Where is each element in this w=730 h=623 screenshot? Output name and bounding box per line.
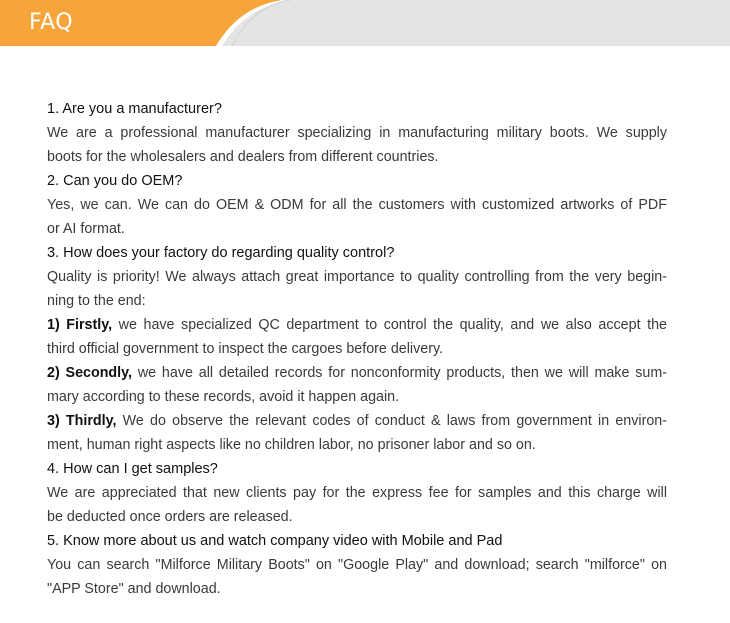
faq-header (0, 0, 730, 46)
faq-answer-5-line-1: You can search "Milforce Military Boots" on "Google Play" and download; search "milforce" on (47, 557, 667, 573)
quality-point-2-line-1 (47, 361, 667, 385)
faq-question-1: 1. Are you a manufacturer? (47, 101, 222, 117)
quality-point-2-line-2: mary according to these records, avoid it happen again. (47, 389, 400, 405)
faq-answer-5-line-2: "APP Store" and download. (47, 581, 221, 597)
quality-point-1-lead: 1) Firstly, (47, 317, 113, 333)
quality-point-3-text: We do observe the relevant codes of conduct & laws from government in environ- (116, 413, 667, 429)
quality-point-2-text: we have all detailed records for nonconformity products, then we will make sum- (132, 365, 667, 381)
faq-content (47, 97, 667, 601)
quality-point-3-lead: 3) Thirdly, (47, 413, 117, 429)
faq-answer-2-line-1: Yes, we can. We can do OEM & ODM for all the customers with customized artworks of PDF (47, 197, 667, 213)
quality-point-2-lead: 2) Secondly, (47, 365, 133, 381)
header-title: FAQ (29, 10, 74, 35)
quality-point-1-line-2: third official government to inspect the cargoes before delivery. (47, 341, 444, 357)
faq-answer-3-line-2: ning to the end: (47, 293, 146, 309)
faq-answer-2-line-2: or AI format. (47, 221, 125, 237)
faq-answer-4-line-2: be deducted once orders are released. (47, 509, 293, 525)
faq-answer-1-line-1: We are a professional manufacturer specializing in manufacturing military boots. We supply (47, 125, 667, 141)
faq-question-5: 5. Know more about us and watch company video with Mobile and Pad (47, 533, 503, 549)
quality-point-1-text: we have specialized QC department to control the quality, and we also accept the (112, 317, 667, 333)
faq-question-4: 4. How can I get samples? (47, 461, 218, 477)
faq-question-2: 2. Can you do OEM? (47, 173, 183, 189)
quality-point-3-line-1 (47, 409, 667, 433)
faq-question-3: 3. How does your factory do regarding quality control? (47, 245, 395, 261)
quality-point-1-line-1 (47, 313, 667, 337)
faq-answer-1-line-2: boots for the wholesalers and dealers from different countries. (47, 149, 439, 165)
header-orange-tab-shape (0, 0, 730, 46)
quality-point-3-line-2: ment, human right aspects like no children labor, no prisoner labor and so on. (47, 437, 536, 453)
faq-answer-4-line-1: We are appreciated that new clients pay for the express fee for samples and this charge will (47, 485, 667, 501)
faq-answer-3-line-1: Quality is priority! We always attach great importance to quality controlling from the very begin- (47, 269, 667, 285)
